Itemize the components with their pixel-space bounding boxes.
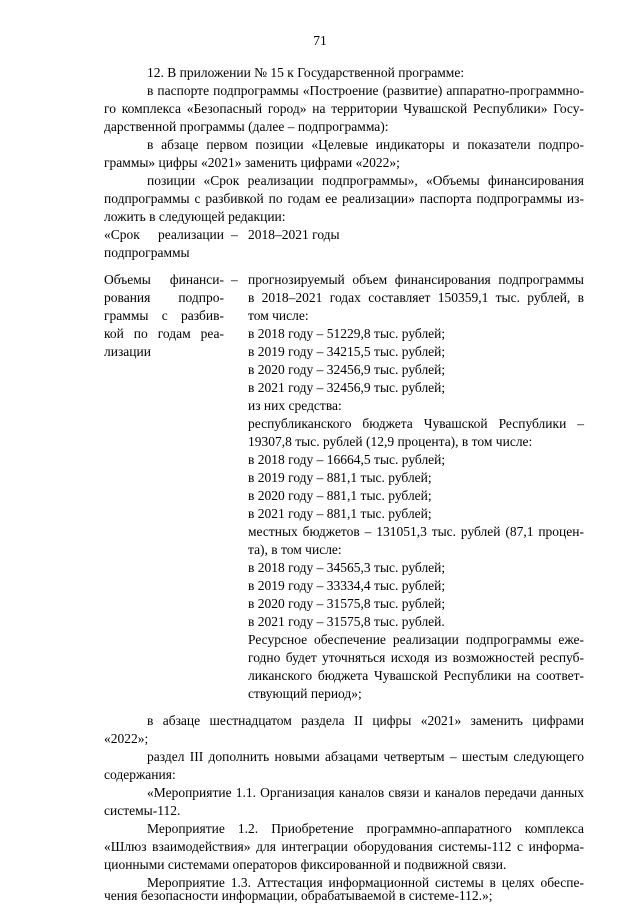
paragraph-line: в паспорте подпрограммы «Построение (развитие) аппаратно-программно- bbox=[147, 83, 584, 98]
table-right-line: в 2021 году – 32456,9 тыс. рублей; bbox=[248, 380, 446, 395]
item-heading: 12. В приложении № 15 к Государственной программе: bbox=[147, 65, 465, 80]
table-right-line: в 2019 году – 33334,4 тыс. рублей; bbox=[248, 578, 446, 593]
paragraph-line: содержания: bbox=[104, 767, 176, 782]
paragraph-line: чения безопасности информации, обрабатываемой в системе-112.»; bbox=[104, 888, 493, 903]
paragraph-line: раздел III дополнить новыми абзацами четвертым – шестым следующего bbox=[147, 749, 584, 764]
paragraph-line: Мероприятие 1.2. Приобретение программно-аппаратного комплекса bbox=[147, 821, 584, 836]
paragraph-line: «Шлюз взаимодействия» для интеграции оборудования системы-112 с информа- bbox=[104, 839, 584, 854]
paragraph-line: подпрограммы с разбивкой по годам ее реализации» паспорта подпрограммы из- bbox=[104, 191, 584, 206]
table-right-line: из них средства: bbox=[248, 398, 342, 413]
table-right-line: прогнозируемый объем финансирования подпрограммы bbox=[248, 272, 584, 287]
table-right-line: в 2019 году – 34215,5 тыс. рублей; bbox=[248, 344, 446, 359]
table-right-line: ствующий период»; bbox=[248, 686, 362, 701]
table-left-cell-line: граммы с разбив- bbox=[104, 308, 224, 323]
paragraph-line: в абзаце шестнадцатом раздела II цифры «2021» заменить цифрами bbox=[147, 713, 584, 728]
table-right-line: в 2019 году – 881,1 тыс. рублей; bbox=[248, 470, 432, 485]
table-right-line: в 2018 году – 16664,5 тыс. рублей; bbox=[248, 452, 446, 467]
table-right-line: Ресурсное обеспечение реализации подпрограммы еже- bbox=[248, 632, 584, 647]
paragraph-line: «2022»; bbox=[104, 731, 149, 746]
table-right-cell: 2018–2021 годы bbox=[248, 227, 340, 242]
paragraph-line: ционными системами операторов фиксированной и подвижной связи. bbox=[104, 857, 507, 872]
table-right-line: ликанского бюджета Чувашской Республики на соответ- bbox=[248, 668, 584, 683]
paragraph-line: ложить в следующей редакции: bbox=[104, 209, 286, 224]
table-right-line: в 2018–2021 годах составляет 150359,1 тыс. рублей, в bbox=[248, 290, 584, 305]
table-right-line: в 2021 году – 31575,8 тыс. рублей. bbox=[248, 614, 445, 629]
table-right-line: в 2018 году – 34565,3 тыс. рублей; bbox=[248, 560, 446, 575]
paragraph-line: системы-112. bbox=[104, 803, 181, 818]
page-number: 71 bbox=[313, 33, 327, 48]
paragraph-line: позиции «Срок реализации подпрограммы», «Объемы финансирования bbox=[147, 173, 584, 188]
paragraph-line: граммы» цифры «2021» заменить цифрами «2022»; bbox=[104, 155, 400, 170]
table-left-cell-line: Объемы финанси- bbox=[104, 272, 224, 287]
paragraph-line: го комплекса «Безопасный город» на территории Чувашской Республики» Госу- bbox=[104, 101, 584, 116]
table-right-line: республиканского бюджета Чувашской Республики – bbox=[248, 416, 584, 431]
table-right-line: в 2020 году – 31575,8 тыс. рублей; bbox=[248, 596, 446, 611]
paragraph-line: «Мероприятие 1.1. Организация каналов связи и каналов передачи данных bbox=[147, 785, 584, 800]
table-right-line: годно будет уточняться исходя из возможностей респуб- bbox=[248, 650, 584, 665]
table-right-line: в 2020 году – 32456,9 тыс. рублей; bbox=[248, 362, 446, 377]
table-left-cell-line: кой по годам реа- bbox=[104, 326, 224, 341]
table-left-cell-line: подпрограммы bbox=[104, 245, 190, 260]
table-dash: – bbox=[231, 272, 238, 287]
table-left-cell-line: лизации bbox=[104, 344, 151, 359]
table-right-line: местных бюджетов – 131051,3 тыс. рублей (87,1 процен- bbox=[248, 524, 584, 539]
table-right-line: том числе: bbox=[248, 308, 309, 323]
table-dash: – bbox=[231, 227, 238, 242]
table-left-cell-line: «Срок реализации bbox=[104, 227, 224, 242]
paragraph-line: в абзаце первом позиции «Целевые индикаторы и показатели подпро- bbox=[147, 137, 584, 152]
table-right-line: в 2020 году – 881,1 тыс. рублей; bbox=[248, 488, 432, 503]
paragraph-line: Мероприятие 1.3. Аттестация информационной системы в целях обеспе- bbox=[147, 875, 584, 890]
table-right-line: в 2018 году – 51229,8 тыс. рублей; bbox=[248, 326, 446, 341]
table-right-line: 19307,8 тыс. рублей (12,9 процента), в том числе: bbox=[248, 434, 533, 449]
table-right-line: та), в том числе: bbox=[248, 542, 342, 557]
table-right-line: в 2021 году – 881,1 тыс. рублей; bbox=[248, 506, 432, 521]
paragraph-line: дарственной программы (далее – подпрограмма): bbox=[104, 119, 389, 134]
table-left-cell-line: рования подпро- bbox=[104, 290, 224, 305]
